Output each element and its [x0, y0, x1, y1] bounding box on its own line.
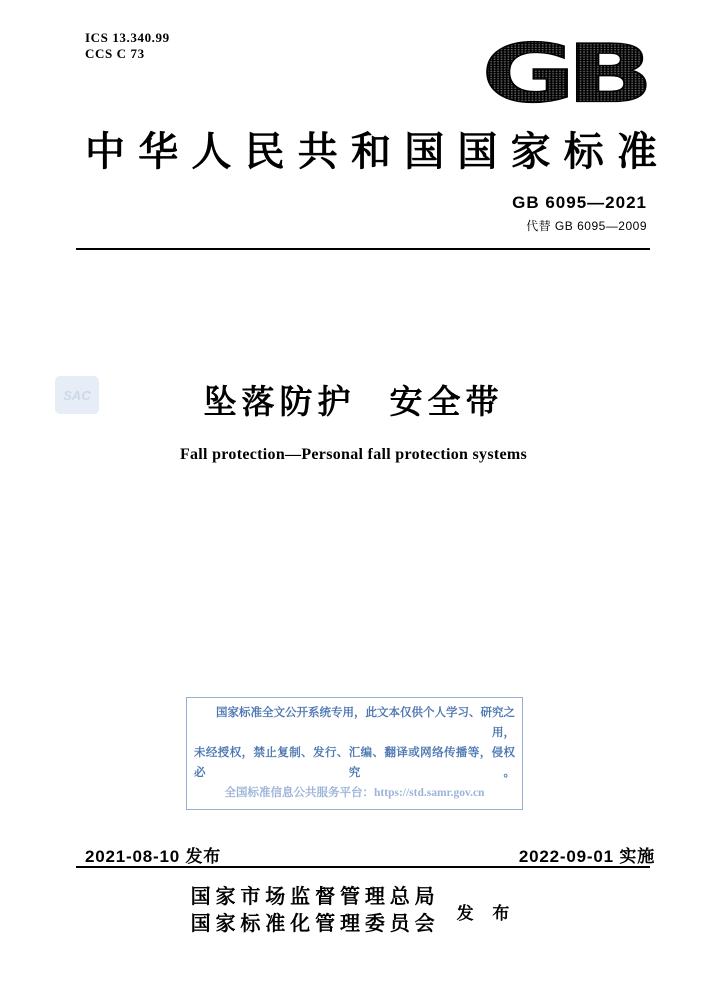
national-standard-title: 中华人民共和国国家标准 — [85, 129, 657, 174]
notice-platform-url[interactable]: https://std.samr.gov.cn — [374, 787, 485, 799]
issue-date: 2021-08-10 发布 — [85, 847, 222, 866]
document-title-cn-part1: 坠落防护 — [203, 383, 356, 420]
gb-logo-icon — [486, 34, 658, 108]
document-title-en: Fall protection—Personal fall protection systems — [179, 446, 528, 463]
notice-platform-label: 全国标准信息公共服务平台： — [224, 787, 375, 799]
issuing-authorities — [0, 884, 707, 938]
document-title-cn — [0, 376, 707, 423]
publish-label: 发 布 — [456, 903, 517, 923]
footer-divider — [76, 866, 650, 868]
notice-line-3 — [194, 783, 515, 803]
classification-codes — [85, 30, 170, 62]
document-title-cn-part2: 安全带 — [389, 383, 504, 420]
copyright-notice-box — [186, 697, 523, 810]
replaced-standard: 代替 GB 6095—2009 — [526, 219, 647, 233]
header-divider — [76, 248, 650, 250]
ics-code: ICS 13.340.99 — [85, 30, 170, 45]
gb-logo-letters: GB — [486, 34, 645, 108]
issuer-2: 国家标准化管理委员会 — [190, 913, 435, 935]
issuer-names — [191, 884, 435, 938]
sac-watermark-text: SAC — [63, 387, 91, 403]
notice-line-2: 未经授权，禁止复制、发行、汇编、翻译或网络传播等，侵权必究。 — [194, 747, 515, 779]
standard-number: GB 6095—2021 — [512, 193, 647, 212]
issuer-1: 国家市场监督管理总局 — [190, 886, 435, 908]
implementation-date: 2022-09-01 实施 — [518, 847, 655, 866]
ccs-code: CCS C 73 — [85, 46, 145, 61]
notice-line-1: 国家标准全文公开系统专用，此文本仅供个人学习、研究之用， — [216, 707, 515, 739]
